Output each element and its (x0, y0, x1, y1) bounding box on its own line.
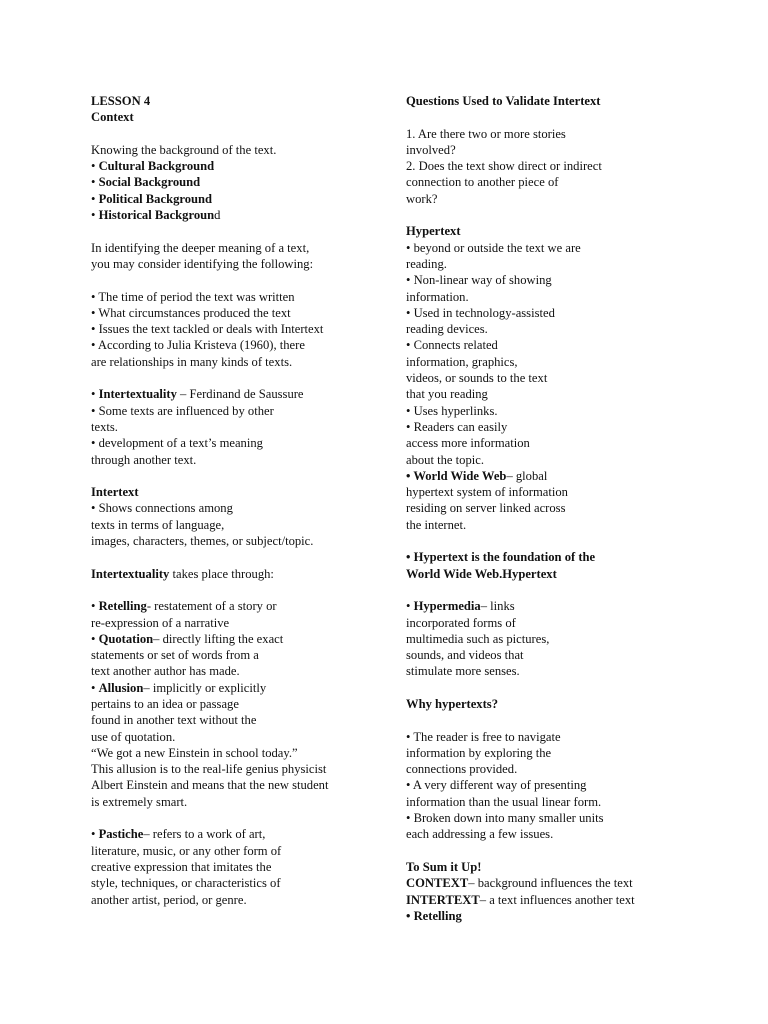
paragraph-line: the internet. (406, 517, 467, 532)
summary-context: CONTEXT– background influences the text (406, 876, 633, 891)
list-item: • Political Background (91, 191, 213, 206)
sum-heading: To Sum it Up! (406, 859, 482, 874)
list-item: • Allusion– implicitly or explicitly (91, 680, 267, 695)
list-item: • Used in technology-assisted (406, 305, 555, 320)
paragraph-line: through another text. (91, 452, 197, 467)
paragraph-line: are relationships in many kinds of texts. (91, 354, 293, 369)
background-intro: Knowing the background of the text. (91, 142, 277, 157)
paragraph-line: texts in terms of language, (91, 517, 225, 532)
paragraph-line: incorporated forms of (406, 615, 516, 630)
right-column (406, 93, 706, 924)
why-heading: Why hypertexts? (406, 696, 498, 711)
questions-heading: Questions Used to Validate Intertext (406, 94, 601, 108)
paragraph-line: is extremely smart. (91, 794, 188, 809)
list-item: • World Wide Web– global (406, 468, 548, 483)
paragraph-line: reading. (406, 256, 447, 271)
paragraph-line: connections provided. (406, 762, 518, 777)
list-item: • Social Background (91, 175, 201, 190)
list-item: • Issues the text tackled or deals with Intertext (91, 322, 324, 337)
list-item: • Readers can easily (406, 419, 508, 434)
list-item: • Connects related (406, 338, 498, 353)
paragraph-line: you may consider identifying the following: (91, 256, 314, 271)
paragraph-line: found in another text without the (91, 713, 257, 728)
paragraph-line: images, characters, themes, or subject/topic. (91, 534, 314, 549)
list-item: • A very different way of presenting (406, 778, 587, 793)
paragraph-line: each addressing a few issues. (406, 827, 554, 842)
list-item: • Non-linear way of showing (406, 273, 552, 288)
paragraph-line: texts. (91, 419, 118, 434)
intertext-heading: Intertext (91, 485, 139, 500)
list-item: • Hypermedia– links (406, 599, 515, 614)
paragraph-line: World Wide Web.Hypertext (406, 566, 557, 581)
summary-retelling: • Retelling (406, 908, 462, 923)
paragraph-line: connection to another piece of (406, 175, 559, 190)
question-item: 1. Are there two or more stories (406, 126, 566, 141)
summary-intertext: INTERTEXT– a text influences another text (406, 892, 635, 907)
paragraph-line: creative expression that imitates the (91, 859, 272, 874)
paragraph-line: another artist, period, or genre. (91, 892, 247, 907)
paragraph-line: Albert Einstein and means that the new student (91, 778, 329, 793)
list-item: • The time of period the text was written (91, 289, 295, 304)
paragraph-line: statements or set of words from a (91, 648, 259, 663)
list-item: • development of a text’s meaning (91, 436, 263, 451)
list-item: • Hypertext is the foundation of the (406, 550, 596, 565)
paragraph-line: literature, music, or any other form of (91, 843, 282, 858)
paragraph-line: that you reading (406, 387, 488, 402)
paragraph-line: In identifying the deeper meaning of a text, (91, 240, 310, 255)
paragraph-line: information than the usual linear form. (406, 794, 602, 809)
list-item: • Pastiche– refers to a work of art, (91, 827, 266, 842)
paragraph-line: information. (406, 289, 469, 304)
list-item: • Broken down into many smaller units (406, 811, 604, 826)
list-item: • Historical Background (91, 208, 221, 223)
left-column (91, 93, 376, 908)
paragraph-line: reading devices. (406, 322, 488, 337)
list-item: • What circumstances produced the text (91, 305, 291, 320)
hypertext-heading: Hypertext (406, 224, 461, 239)
paragraph-line: hypertext system of information (406, 485, 568, 500)
list-item: • Retelling- restatement of a story or (91, 599, 277, 614)
paragraph-line: access more information (406, 436, 530, 451)
lesson-label: LESSON 4 (91, 94, 151, 108)
paragraph-line: text another author has made. (91, 664, 240, 679)
paragraph-line: re-expression of a narrative (91, 615, 230, 630)
paragraph-line: Intertextuality takes place through: (91, 566, 274, 581)
paragraph-line: about the topic. (406, 452, 484, 467)
paragraph-line: pertains to an idea or passage (91, 696, 239, 711)
paragraph-line: information by exploring the (406, 745, 552, 760)
context-heading: Context (91, 110, 134, 125)
question-item: 2. Does the text show direct or indirect (406, 159, 602, 174)
paragraph-line: work? (406, 191, 438, 206)
paragraph-line: multimedia such as pictures, (406, 631, 550, 646)
paragraph-line: videos, or sounds to the text (406, 371, 548, 386)
list-item: • Intertextuality – Ferdinand de Saussure (91, 387, 304, 402)
list-item: • The reader is free to navigate (406, 729, 561, 744)
list-item: • Cultural Background (91, 159, 215, 174)
einstein-quote: “We got a new Einstein in school today.” (91, 745, 298, 760)
list-item: • Uses hyperlinks. (406, 403, 498, 418)
list-item: • beyond or outside the text we are (406, 240, 581, 255)
list-item: • Quotation– directly lifting the exact (91, 631, 284, 646)
paragraph-line: residing on server linked across (406, 501, 566, 516)
paragraph-line: use of quotation. (91, 729, 176, 744)
list-item: • Some texts are influenced by other (91, 403, 274, 418)
paragraph-line: This allusion is to the real-life genius physicist (91, 762, 327, 777)
paragraph-line: sounds, and videos that (406, 648, 524, 663)
paragraph-line: stimulate more senses. (406, 664, 520, 679)
paragraph-line: involved? (406, 142, 456, 157)
list-item: • According to Julia Kristeva (1960), there (91, 338, 305, 353)
paragraph-line: style, techniques, or characteristics of (91, 876, 281, 891)
list-item: • Shows connections among (91, 501, 233, 516)
paragraph-line: information, graphics, (406, 354, 518, 369)
